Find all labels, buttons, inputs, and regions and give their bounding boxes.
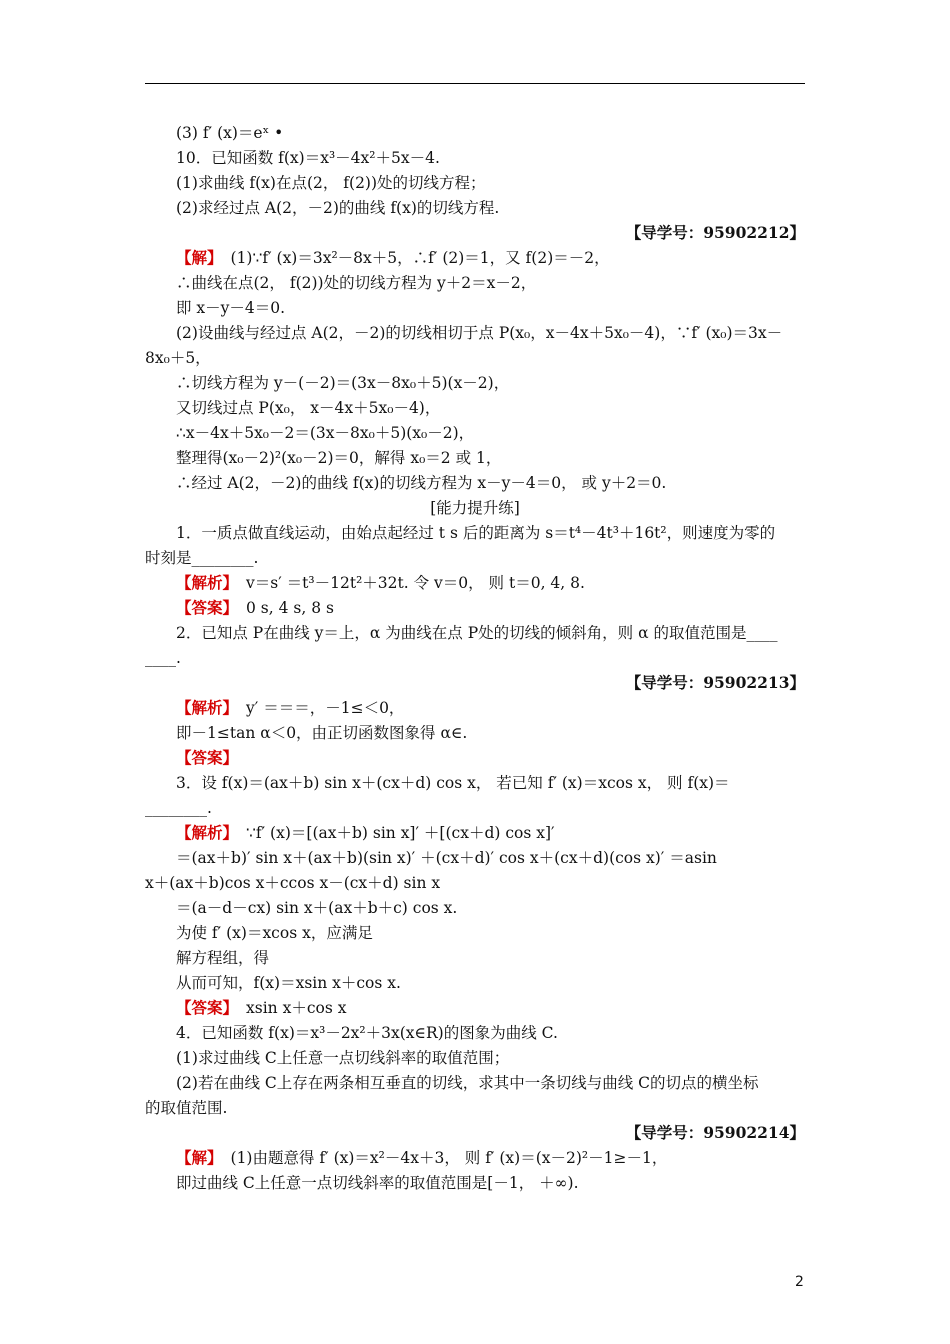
page-number: 2 bbox=[795, 1274, 804, 1290]
analysis-line: 【解析】 ∵f′ (x)＝[(ax＋b) sin x]′ ＋[(cx＋d) cos x]′ bbox=[176, 823, 555, 842]
text-line: (1)求过曲线 C上任意一点切线斜率的取值范围； bbox=[176, 1049, 510, 1067]
analysis-line: 【解析】 v＝s′ ＝t³－12t²＋32t. 令 v＝0， 则 t＝0, 4, 8. bbox=[176, 573, 585, 592]
analysis-line: 【解析】 y′ ＝＝＝，－1≤＜0， bbox=[176, 698, 405, 717]
text-line: (2)若在曲线 C上存在两条相互垂直的切线，求其中一条切线与曲线 C的切点的横坐标 bbox=[176, 1074, 759, 1092]
guide-number: 【导学号：95902212】 bbox=[625, 223, 805, 242]
problem-4: 4．已知函数 f(x)＝x³－2x²＋3x(x∈R)的图象为曲线 C. bbox=[176, 1024, 558, 1042]
text-line: 即－1≤tan α＜0，由正切函数图象得 α∈. bbox=[176, 724, 468, 742]
guide-number: 【导学号：95902213】 bbox=[625, 673, 805, 692]
analysis-tag: 【解析】 bbox=[176, 698, 239, 717]
solution-line: 【解】 (1)由题意得 f′ (x)＝x²－4x＋3， 则 f′ (x)＝(x－2)²－1≥－1， bbox=[176, 1148, 668, 1167]
text-line: x＋(ax＋b)cos x＋ccos x－(cx＋d) sin x bbox=[145, 874, 441, 892]
solution-tag: 【解】 bbox=[176, 1148, 223, 1167]
answer-line bbox=[145, 748, 805, 768]
text-line: ＝(ax＋b)′ sin x＋(ax＋b)(sin x)′ ＋(cx＋d)′ cos x＋(cx＋d)(cos x)′ ＝asin bbox=[176, 849, 717, 867]
problem-3: 3．设 f(x)＝(ax＋b) sin x＋(cx＋d) cos x， 若已知 f′ (x)＝xcos x， 则 f(x)＝ bbox=[176, 774, 730, 792]
text-line: ∴切线方程为 y－(－2)＝(3x－8x₀＋5)(x－2)， bbox=[176, 374, 510, 392]
text-line: ________. bbox=[145, 799, 212, 817]
problem-1: 1．一质点做直线运动，由始点起经过 t s 后的距离为 s＝t⁴－4t³＋16t²，则速度为零的 bbox=[176, 524, 776, 542]
text-line: (2)求经过点 A(2，－2)的曲线 f(x)的切线方程. bbox=[176, 199, 500, 217]
text-line: (1)求曲线 f(x)在点(2， f(2))处的切线方程； bbox=[176, 174, 486, 192]
text-line: 8x₀＋5， bbox=[145, 349, 211, 367]
answer-line: 【答案】 0 s, 4 s, 8 s bbox=[176, 598, 334, 617]
text-line: 的取值范围. bbox=[145, 1099, 228, 1117]
text-line: (3) f′ (x)＝eˣ • bbox=[176, 124, 284, 142]
answer-tag: 【答案】 bbox=[176, 748, 239, 767]
solution-tag: 【解】 bbox=[176, 248, 223, 267]
header-rule bbox=[145, 83, 805, 84]
section-heading: [能力提升练] bbox=[430, 499, 520, 517]
answer-tag: 【答案】 bbox=[176, 998, 239, 1017]
answer-line: 【答案】 xsin x＋cos x bbox=[176, 998, 347, 1017]
text-line: 解方程组，得 bbox=[176, 949, 270, 967]
text-line: 整理得(x₀－2)²(x₀－2)＝0，解得 x₀＝2 或 1， bbox=[176, 449, 502, 467]
solution-line: 【解】 (1)∵f′ (x)＝3x²－8x＋5，∴f′ (2)＝1，又 f(2)＝－2， bbox=[176, 248, 610, 267]
text-line: ∴曲线在点(2， f(2))处的切线方程为 y＋2＝x－2， bbox=[176, 274, 537, 292]
text-line: 为使 f′ (x)＝xcos x，应满足 bbox=[176, 924, 373, 942]
text-line: 即过曲线 C上任意一点切线斜率的取值范围是[－1， ＋∞). bbox=[176, 1174, 579, 1192]
problem-10: 10．已知函数 f(x)＝x³－4x²＋5x－4. bbox=[176, 149, 440, 167]
guide-number: 【导学号：95902214】 bbox=[625, 1123, 805, 1142]
problem-2: 2．已知点 P在曲线 y＝上，α 为曲线在点 P处的切线的倾斜角，则 α 的取值范围是____ bbox=[176, 624, 778, 642]
text-line: 即 x－y－4＝0. bbox=[176, 299, 286, 317]
text-line: 时刻是________. bbox=[145, 549, 259, 567]
analysis-tag: 【解析】 bbox=[176, 573, 239, 592]
answer-tag: 【答案】 bbox=[176, 598, 239, 617]
text-line: 从而可知，f(x)＝xsin x＋cos x. bbox=[176, 974, 401, 992]
text-line: ____. bbox=[145, 649, 181, 667]
text-line: ∴经过 A(2，－2)的曲线 f(x)的切线方程为 x－y－4＝0， 或 y＋2＝0. bbox=[176, 474, 667, 492]
text-line: ＝(a－d－cx) sin x＋(ax＋b＋c) cos x. bbox=[176, 899, 458, 917]
text-line: ∴x－4x＋5x₀－2＝(3x－8x₀＋5)(x₀－2)， bbox=[176, 424, 475, 442]
text-line: (2)设曲线与经过点 A(2，－2)的切线相切于点 P(x₀，x－4x＋5x₀－4)，∵f′ (x₀)＝3x－ bbox=[176, 324, 783, 342]
text-line: 又切线过点 P(x₀， x－4x＋5x₀－4)， bbox=[176, 399, 441, 417]
analysis-tag: 【解析】 bbox=[176, 823, 239, 842]
